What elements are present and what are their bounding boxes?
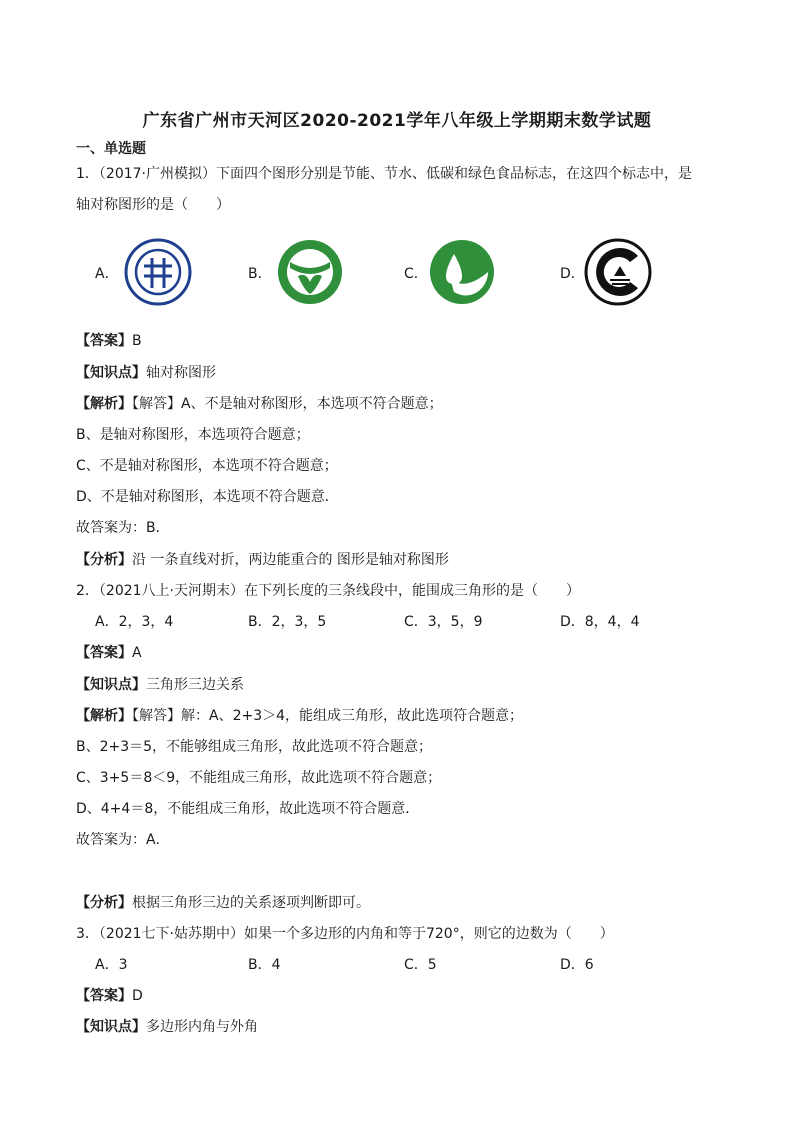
q3-option-d: D．6 [560, 957, 594, 973]
q1-knowledge-point: 【知识点】轴对称图形 [76, 365, 216, 381]
energy-saving-logo-icon [124, 238, 192, 306]
q2-analysis-line1: 【解析】【解答】解：A、2+3＞4，能组成三角形，故此选项符合题意； [76, 708, 524, 724]
section-heading: 一、单选题 [76, 141, 146, 157]
q2-knowledge-point: 【知识点】三角形三边关系 [76, 677, 244, 693]
q2-answer: 【答案】A [76, 645, 142, 661]
q1-review: 【分析】沿 一条直线对折，两边能重合的 图形是轴对称图形 [76, 552, 449, 568]
q2-analysis-line5: 故答案为：A． [76, 832, 170, 848]
q3-answer: 【答案】D [76, 988, 143, 1004]
q1-analysis-line3: C、不是轴对称图形，本选项不符合题意； [76, 458, 338, 474]
q3-option-c: C．5 [404, 957, 437, 973]
q2-option-d: D．8，4，4 [560, 614, 640, 630]
q1-option-a-label: A． [95, 266, 119, 282]
q3-option-a: A．3 [95, 957, 128, 973]
q3-knowledge-point: 【知识点】多边形内角与外角 [76, 1019, 258, 1035]
q2-stem: 2．（2021八上·天河期末）在下列长度的三条线段中，能围成三角形的是（ ） [76, 583, 580, 599]
q1-answer: 【答案】B [76, 333, 142, 349]
q2-review: 【分析】根据三角形三边的关系逐项判断即可。 [76, 895, 370, 911]
green-food-logo-icon [276, 238, 344, 306]
page-title: 广东省广州市天河区2020-2021学年八年级上学期期末数学试题 [142, 111, 652, 131]
q2-option-a: A．2，3，4 [95, 614, 174, 630]
water-saving-logo-icon [428, 238, 496, 306]
q1-analysis-line2: B、是轴对称图形，本选项符合题意； [76, 427, 310, 443]
q3-option-b: B．4 [248, 957, 281, 973]
q1-option-b-label: B． [248, 266, 272, 282]
q2-option-c: C．3，5，9 [404, 614, 483, 630]
q1-option-c-label: C． [404, 266, 428, 282]
q1-stem-line1: 1．（2017·广州模拟）下面四个图形分别是节能、节水、低碳和绿色食品标志，在这四个标志中，是 [76, 166, 692, 182]
low-carbon-logo-icon [584, 238, 652, 306]
q1-analysis-line5: 故答案为：B． [76, 520, 170, 536]
q1-stem-line2: 轴对称图形的是（ ） [76, 197, 230, 213]
q1-analysis-line1: 【解析】【解答】A、不是轴对称图形，本选项不符合题意； [76, 396, 443, 412]
q1-option-d-label: D． [560, 266, 585, 282]
q2-analysis-line2: B、2+3＝5，不能够组成三角形，故此选项不符合题意； [76, 739, 433, 755]
q2-option-b: B．2，3，5 [248, 614, 327, 630]
q2-analysis-line4: D、4+4＝8，不能组成三角形，故此选项不符合题意． [76, 801, 420, 817]
q2-analysis-line3: C、3+5＝8＜9，不能组成三角形，故此选项不符合题意； [76, 770, 442, 786]
q3-stem: 3．（2021七下·姑苏期中）如果一个多边形的内角和等于720°，则它的边数为（ ） [76, 926, 614, 942]
q1-analysis-line4: D、不是轴对称图形，本选项不符合题意． [76, 489, 339, 505]
